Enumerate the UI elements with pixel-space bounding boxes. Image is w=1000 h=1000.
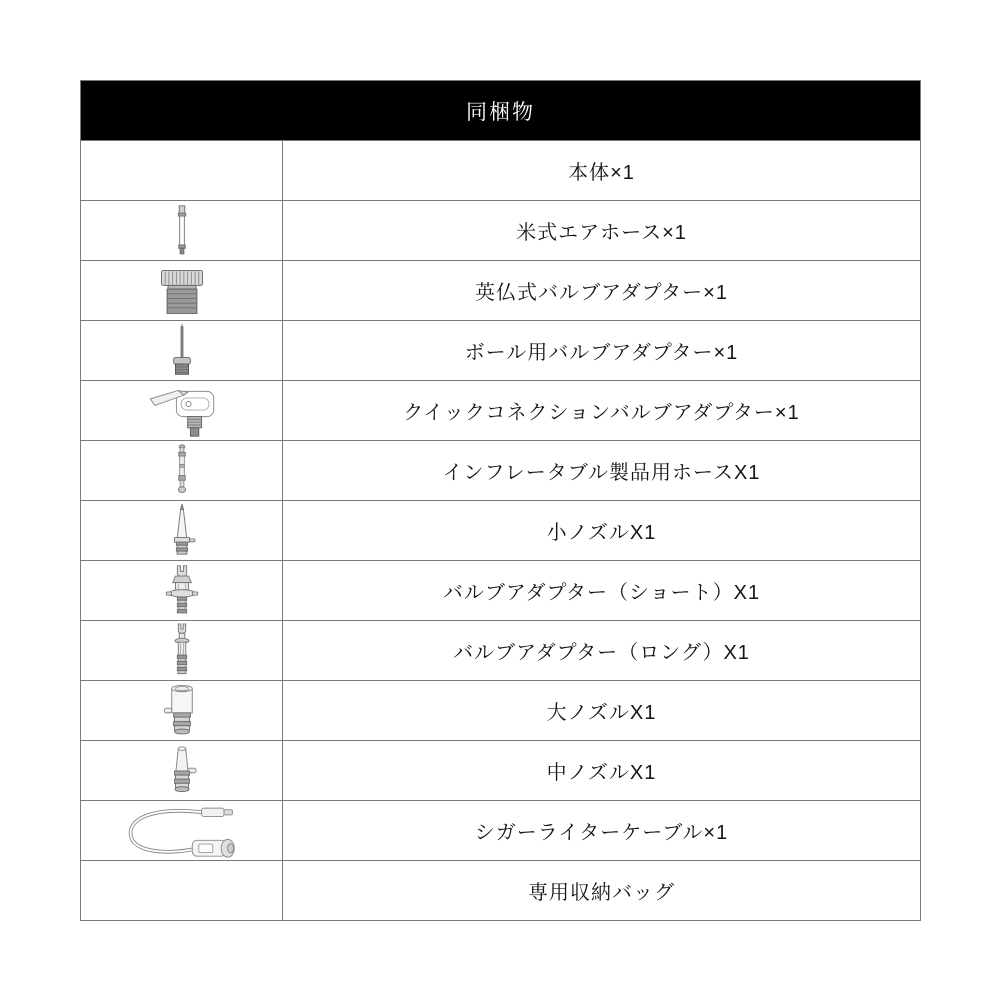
table-header: [81, 81, 920, 140]
large-nozzle-image: [81, 681, 283, 740]
item-image-empty: [81, 861, 283, 920]
table-row: [81, 200, 920, 260]
table-row: [81, 860, 920, 920]
item-label: 中ノズルX1: [546, 762, 657, 784]
table-row: [81, 380, 920, 440]
included-items-table: [80, 80, 921, 921]
table-row: [81, 620, 920, 680]
item-label: 米式エアホース×1: [516, 222, 687, 244]
item-label: 英仏式バルブアダプター×1: [474, 282, 728, 304]
medium-nozzle-image: [81, 741, 283, 800]
item-label: 専用収納バッグ: [528, 882, 675, 904]
quick-connection-valve-adapter-image: [81, 381, 283, 440]
item-label: クイックコネクションバルブアダプター×1: [403, 402, 800, 424]
uk-fr-valve-adapter-image: [81, 261, 283, 320]
small-nozzle-image: [81, 501, 283, 560]
table-row: [81, 560, 920, 620]
item-label: シガーライターケーブル×1: [474, 822, 729, 844]
valve-adapter-short-image: [81, 561, 283, 620]
table-row: [81, 680, 920, 740]
table-row: [81, 320, 920, 380]
table-row: [81, 740, 920, 800]
item-label: 大ノズルX1: [546, 702, 657, 724]
table-row: [81, 800, 920, 860]
item-label: ボール用バルブアダプター×1: [464, 342, 739, 364]
item-label: バルブアダプター（ショート）X1: [442, 582, 761, 604]
american-valve-air-hose-image: [81, 201, 283, 260]
valve-adapter-long-image: [81, 621, 283, 680]
item-label: 本体×1: [568, 162, 635, 184]
table-header-title: 同梱物: [466, 100, 535, 124]
inflatable-product-hose-image: [81, 441, 283, 500]
item-image-empty: [81, 141, 283, 200]
cigarette-lighter-cable-image: [81, 801, 283, 860]
item-label: インフレータブル製品用ホースX1: [442, 462, 761, 484]
item-label: 小ノズルX1: [546, 522, 657, 544]
table-row: [81, 500, 920, 560]
table-row: [81, 260, 920, 320]
table-row: [81, 140, 920, 200]
ball-needle-adapter-image: [81, 321, 283, 380]
table-row: [81, 440, 920, 500]
item-label: バルブアダプター（ロング）X1: [453, 642, 750, 664]
